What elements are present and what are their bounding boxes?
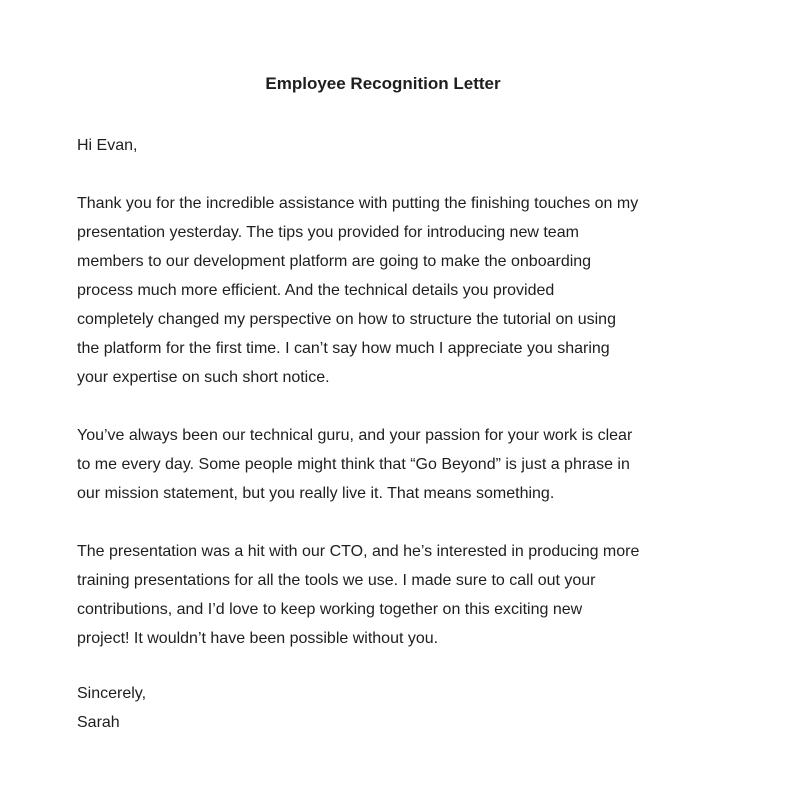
paragraph-3 — [77, 537, 639, 653]
paragraph-line: your expertise on such short notice. — [77, 369, 330, 386]
paragraph-line: You’ve always been our technical guru, and your passion for your work is clear — [77, 427, 633, 444]
paragraph-line: to me every day. Some people might think that “Go Beyond” is just a phrase in — [77, 456, 630, 473]
paragraph-line: completely changed my perspective on how to structure the tutorial on using — [77, 311, 616, 328]
letter-title: Employee Recognition Letter — [265, 74, 501, 93]
paragraph-line: training presentations for all the tools we use. I made sure to call out your — [77, 572, 596, 589]
paragraph-line: project! It wouldn’t have been possible without you. — [77, 630, 439, 647]
paragraph-2 — [77, 421, 639, 508]
paragraph-line: contributions, and I’d love to keep working together on this exciting new — [77, 601, 583, 618]
paragraph-line: Thank you for the incredible assistance with putting the finishing touches on my — [77, 195, 639, 212]
paragraph-line: process much more efficient. And the technical details you provided — [77, 282, 555, 299]
paragraph-line: presentation yesterday. The tips you provided for introducing new team — [77, 224, 579, 241]
paragraph-1 — [77, 189, 639, 392]
closing: Sincerely, — [77, 685, 147, 702]
paragraph-line: The presentation was a hit with our CTO, and he’s interested in producing more — [77, 543, 640, 560]
greeting: Hi Evan, — [77, 137, 138, 154]
paragraph-line: our mission statement, but you really live it. That means something. — [77, 485, 555, 502]
paragraph-line: members to our development platform are going to make the onboarding — [77, 253, 592, 270]
signature: Sarah — [77, 714, 120, 731]
paragraph-line: the platform for the first time. I can’t say how much I appreciate you sharing — [77, 340, 610, 357]
letter-body — [77, 131, 639, 737]
